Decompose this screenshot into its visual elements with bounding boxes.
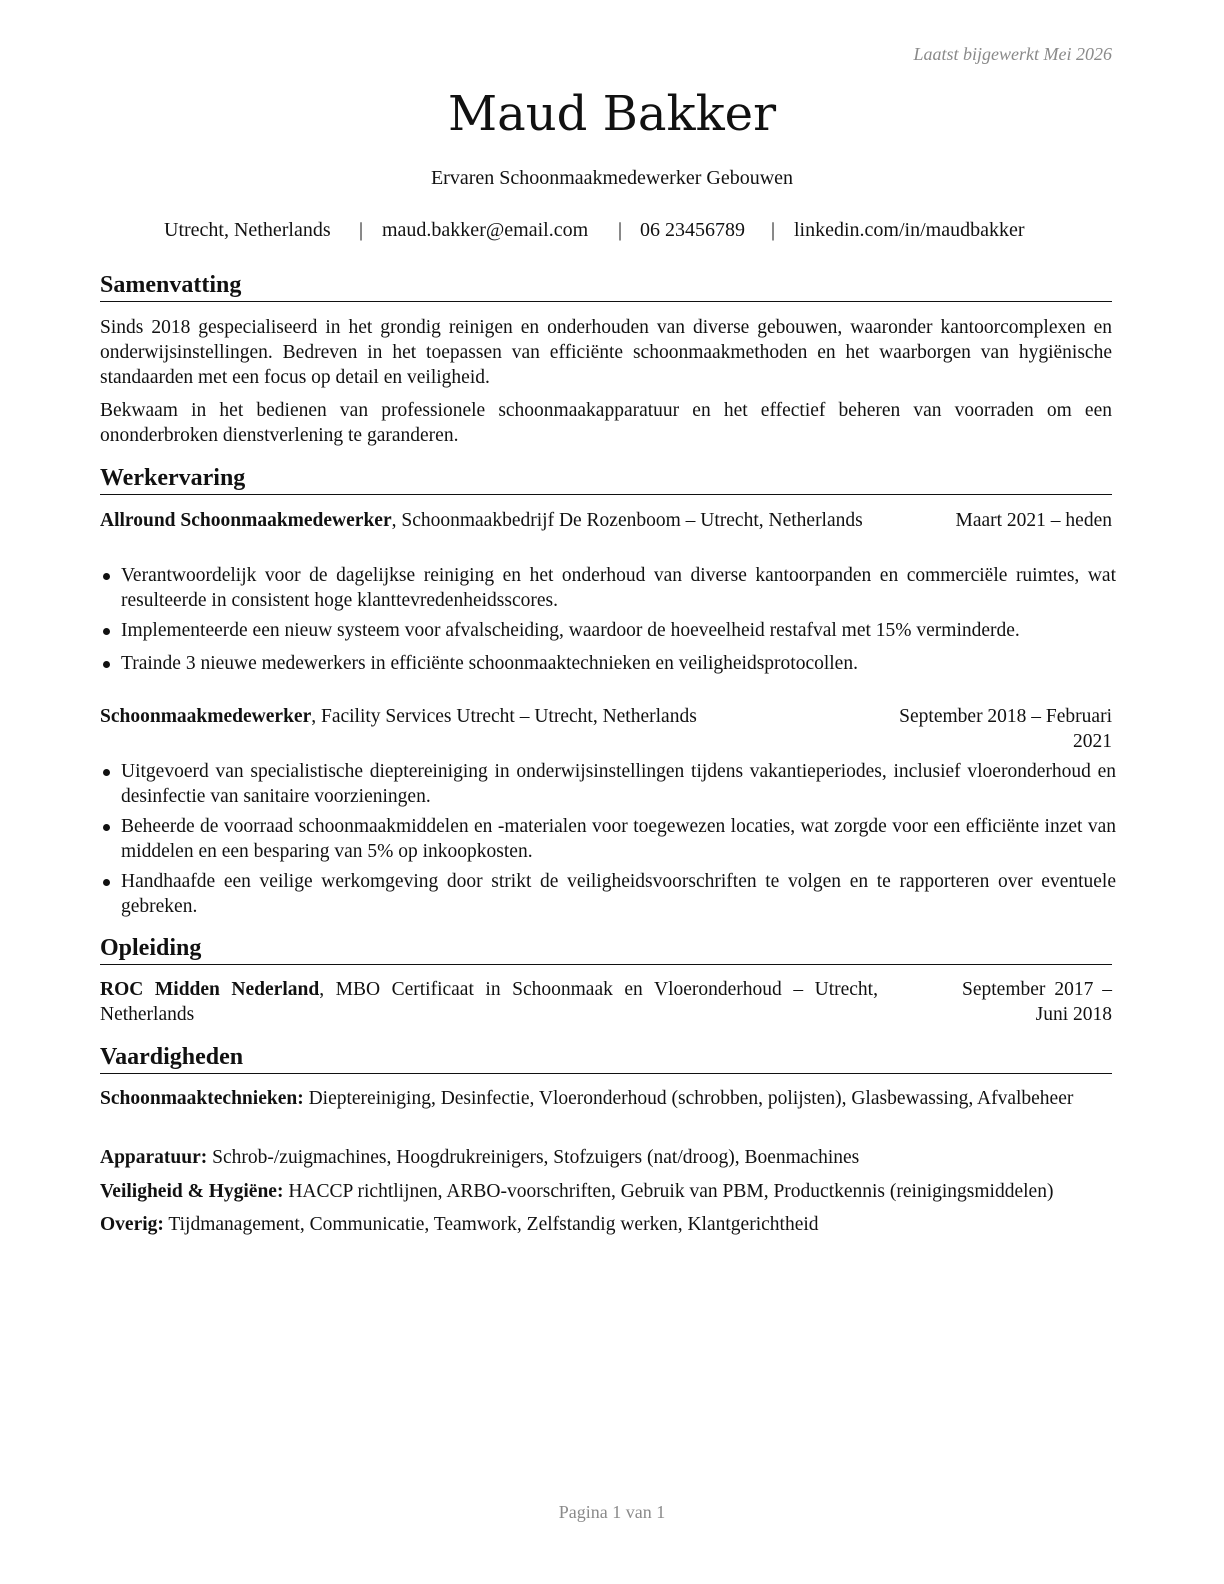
list-item: Handhaafde een veilige werkomgeving door strikt de veiligheidsvoorschriften te volgen en te rapporteren over eventuele gebreken. [100, 869, 1116, 919]
job-bullets [100, 759, 1116, 924]
skill-value: Dieptereiniging, Desinfectie, Vloeronderhoud (schrobben, polijsten), Glasbewassing, Afvalbeheer [303, 1088, 1074, 1109]
education-detail: , MBO Certificaat in Schoonmaak en Vloeronderhoud – Utrecht, Netherlands [100, 979, 878, 1025]
skill-line [100, 1179, 1116, 1204]
education-school-degree [100, 977, 878, 1027]
job-title-company [100, 704, 860, 729]
section-heading-experience: Werkervaring [100, 464, 1112, 495]
candidate-name: Maud Bakker [447, 86, 777, 142]
skill-line [100, 1086, 1116, 1111]
last-updated: Laatst bijgewerkt Mei 2026 [913, 44, 1112, 64]
job-company: , Schoonmaakbedrijf De Rozenboom – Utrecht, Netherlands [391, 510, 863, 531]
list-item: Trainde 3 nieuwe medewerkers in efficiënte schoonmaaktechnieken en veiligheidsprotocollen. [100, 651, 1116, 676]
skill-label: Schoonmaaktechnieken: [100, 1088, 304, 1109]
skill-label: Veiligheid & Hygiëne: [100, 1181, 284, 1202]
job-company: , Facility Services Utrecht – Utrecht, Netherlands [311, 706, 697, 727]
skill-label: Apparatuur: [100, 1147, 208, 1168]
skill-line [100, 1212, 1116, 1237]
list-item: Verantwoordelijk voor de dagelijkse reiniging en het onderhoud van diverse kantoorpanden en commerciële ruimtes, wat resulteerde in consistent hoge klanttevredenheidsscores. [100, 563, 1116, 613]
list-item: Uitgevoerd van specialistische dieptereiniging in onderwijsinstellingen tijdens vakantieperiodes, inclusief vloeronderhoud en desinfectie van sanitaire voorzieningen. [100, 759, 1116, 809]
skill-line [100, 1145, 1116, 1170]
section-heading-summary: Samenvatting [100, 271, 1112, 302]
contact-separator: | [771, 219, 776, 241]
contact-separator: | [359, 219, 364, 241]
page-number: Pagina 1 van 1 [558, 1502, 666, 1522]
list-item: Beheerde de voorraad schoonmaakmiddelen en -materialen voor toegewezen locaties, wat zorgde voor een efficiënte inzet van middelen en een besparing van 5% op inkoopkosten. [100, 814, 1116, 864]
job-role: Schoonmaakmedewerker [100, 706, 312, 727]
job-bullets [100, 563, 1116, 681]
job-dates: September 2018 – Februari 2021 [899, 706, 1112, 752]
job-role: Allround Schoonmaakmedewerker [100, 510, 392, 531]
skill-label: Overig: [100, 1214, 164, 1235]
summary-paragraph: Bekwaam in het bedienen van professionele schoonmaakapparatuur en het effectief beheren van voorraden om een ononderbroken dienstverlening te garanderen. [100, 400, 1112, 446]
contact-email[interactable]: maud.bakker@email.com [382, 219, 589, 241]
contact-phone[interactable]: 06 23456789 [640, 219, 745, 241]
job-dates: Maart 2021 – heden [955, 510, 1112, 531]
contact-separator: | [618, 219, 623, 241]
skill-value: HACCP richtlijnen, ARBO-voorschriften, Gebruik van PBM, Productkennis (reinigingsmiddelen) [283, 1181, 1054, 1202]
education-school: ROC Midden Nederland [100, 979, 320, 1000]
skill-value: Tijdmanagement, Communicatie, Teamwork, Zelfstandig werken, Klantgerichtheid [163, 1214, 819, 1235]
section-heading-skills: Vaardigheden [100, 1043, 1112, 1074]
section-heading-education: Opleiding [100, 934, 1112, 965]
summary-paragraph: Sinds 2018 gespecialiseerd in het grondig reinigen en onderhouden van diverse gebouwen, waaronder kantoorcomplexen en onderwijsinstellingen. Bedreven in het toepassen van efficiënte schoonmaakmethoden en het waarborgen van hygiënische standaarden met een focus op detail en veiligheid. [100, 317, 1112, 388]
list-item: Implementeerde een nieuw systeem voor afvalscheiding, waardoor de hoeveelheid restafval met 15% verminderde. [100, 618, 1116, 643]
job-title-company [100, 508, 878, 533]
education-dates: September 2017 – Juni 2018 [962, 979, 1112, 1025]
contact-linkedin[interactable]: linkedin.com/in/maudbakker [794, 219, 1025, 241]
contact-location: Utrecht, Netherlands [164, 219, 331, 241]
skill-value: Schrob-/zuigmachines, Hoogdrukreinigers, Stofzuigers (nat/droog), Boenmachines [207, 1147, 860, 1168]
job-title: Ervaren Schoonmaakmedewerker Gebouwen [430, 167, 794, 189]
